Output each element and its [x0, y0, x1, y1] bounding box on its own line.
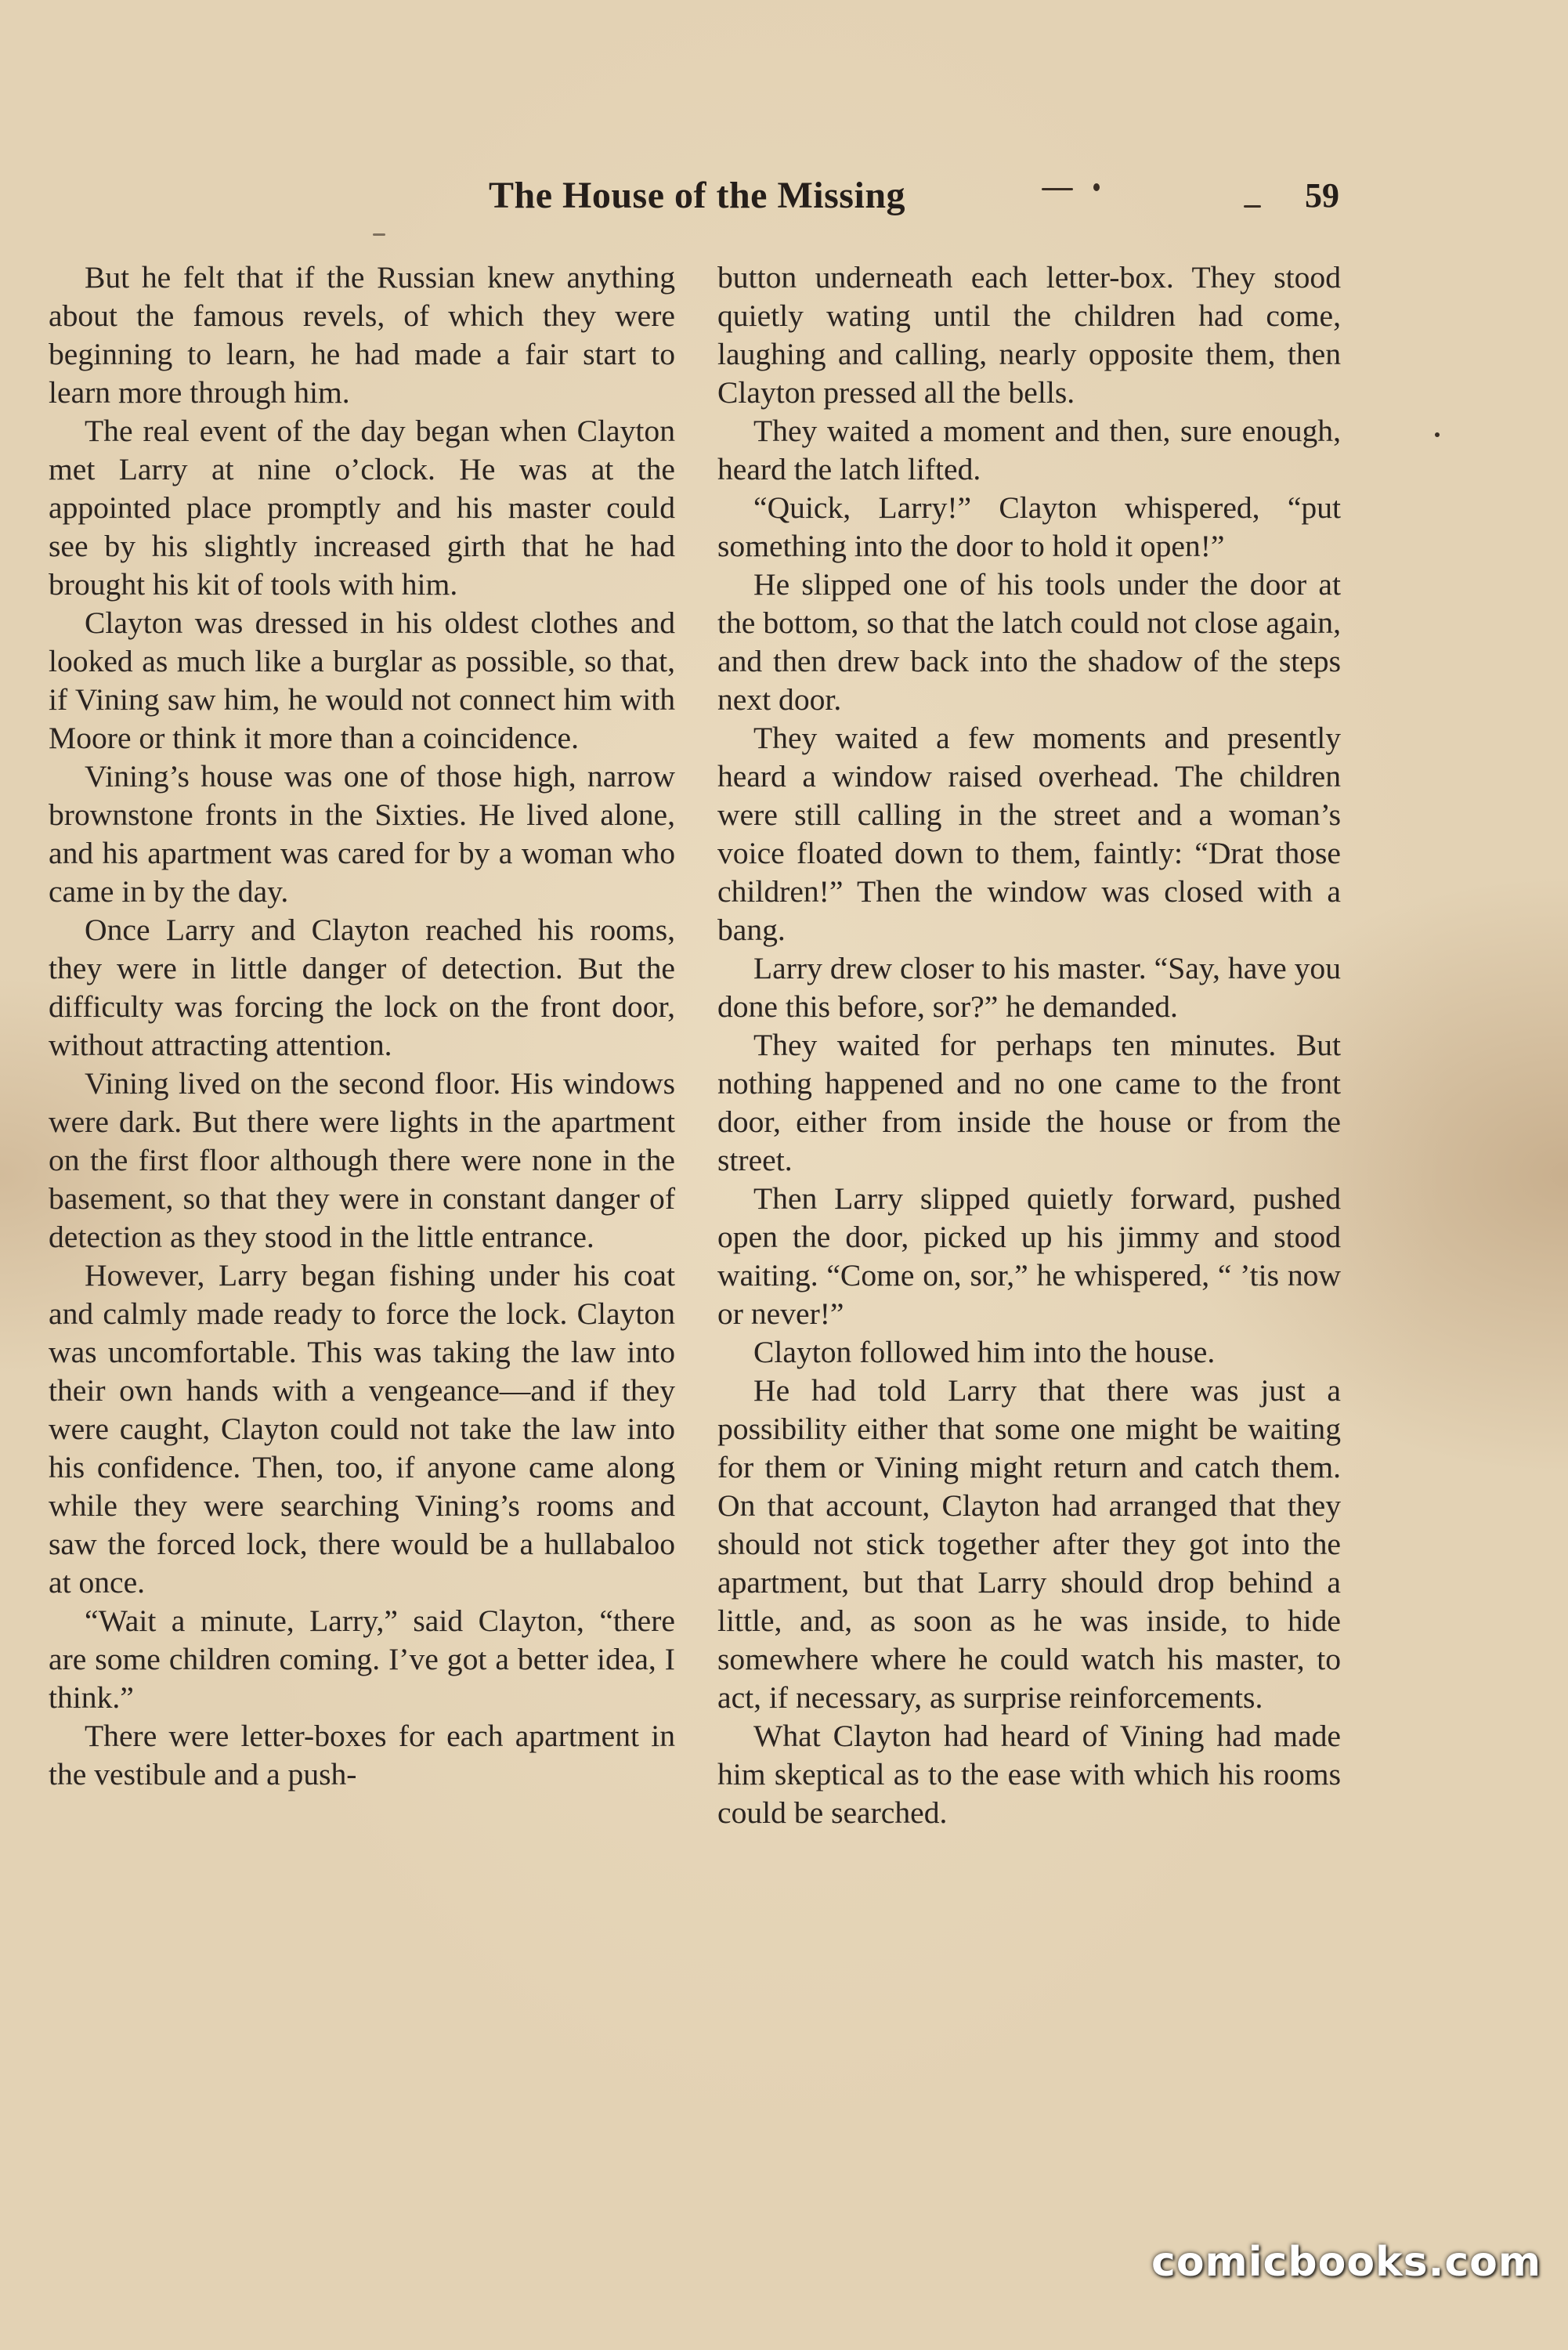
- paragraph: Once Larry and Clayton reached his rooms, they were in little danger of detection. But the difficulty was forcing the lock on the front door, without attracting attention.: [49, 913, 675, 1062]
- source-watermark: comicbooks.com: [1151, 2239, 1542, 2286]
- page-number: 59: [1305, 176, 1339, 215]
- paragraph: But he felt that if the Russian knew anything about the famous revels, of which they were beginning to learn, he had made a fair start to learn more through him.: [49, 260, 675, 410]
- paragraph: There were letter-boxes for each apartment in the vestibule and a push-: [49, 1719, 675, 1791]
- right-text-column: [717, 258, 1341, 1832]
- ink-speck: [1093, 183, 1100, 191]
- paragraph: What Clayton had heard of Vining had made him skeptical as to the ease with which his rooms could be searched.: [717, 1719, 1341, 1830]
- ink-speck: [1435, 432, 1440, 437]
- paragraph: They waited for perhaps ten minutes. But nothing happened and no one came to the front door, either from inside the house or from the street.: [717, 1028, 1341, 1177]
- ink-speck: [1244, 205, 1261, 208]
- paragraph: The real event of the day began when Clayton met Larry at nine o’clock. He was at the appointed place promptly and his master could see by his slightly increased girth that he had brought his kit of tools with him.: [49, 414, 675, 602]
- paragraph: Clayton followed him into the house.: [753, 1335, 1216, 1369]
- paragraph: “Quick, Larry!” Clayton whispered, “put something into the door to hold it open!”: [717, 490, 1341, 563]
- paragraph: Larry drew closer to his master. “Say, have you done this before, sor?” he demanded.: [717, 951, 1341, 1024]
- paragraph: He had told Larry that there was just a possibility either that some one might be waiting for them or Vining might return and catch them. On that account, Clayton had arranged that they should not stick together after they got into the apartment, but that Larry should drop behind a little, and, as soon as he was inside, to hide somewhere where he could watch his master, to act, if necessary, as surprise reinforcements.: [717, 1373, 1341, 1715]
- ink-speck: [1042, 188, 1073, 190]
- paragraph: However, Larry began fishing under his coat and calmly made ready to force the lock. Clayton was uncomfortable. This was taking the law into their own hands with a vengeance—and if they were caught, Clayton could not take the law into his confidence. Then, too, if anyone came along while they were searching Vining’s rooms and saw the forced lock, there would be a hullabaloo at once.: [49, 1258, 675, 1600]
- left-text-column: [49, 258, 675, 1794]
- paragraph: He slipped one of his tools under the door at the bottom, so that the latch could not close again, and then drew back into the shadow of the steps next door.: [717, 567, 1341, 717]
- running-title: The House of the Missing: [488, 175, 906, 216]
- paragraph-continuation: button underneath each letter-box. They stood quietly wating until the children had come, laughing and calling, nearly opposite them, then Clayton pressed all the bells.: [717, 260, 1341, 410]
- paragraph: Clayton was dressed in his oldest clothes and looked as much like a burglar as possible, so that, if Vining saw him, he would not connect him with Moore or think it more than a coincidence.: [49, 606, 675, 755]
- paragraph: Vining lived on the second floor. His windows were dark. But there were lights in the apartment on the first floor although there were none in the basement, so that they were in constant danger of detection as they stood in the little entrance.: [49, 1066, 675, 1254]
- paragraph: They waited a moment and then, sure enough, heard the latch lifted.: [717, 414, 1341, 486]
- paragraph: Vining’s house was one of those high, narrow brownstone fronts in the Sixties. He lived alone, and his apartment was cared for by a woman who came in by the day.: [49, 759, 675, 909]
- running-header: [47, 174, 1347, 229]
- paragraph: They waited a few moments and presently heard a window raised overhead. The children were still calling in the street and a woman’s voice floated down to them, faintly: “Drat those children!” Then the window was closed with a bang.: [717, 721, 1341, 947]
- paragraph: Then Larry slipped quietly forward, pushed open the door, picked up his jimmy and stood waiting. “Come on, sor,” he whispered, “ ’tis now or never!”: [717, 1181, 1341, 1331]
- ink-speck: [373, 233, 385, 236]
- paragraph: “Wait a minute, Larry,” said Clayton, “there are some children coming. I’ve got a better idea, I think.”: [49, 1603, 675, 1715]
